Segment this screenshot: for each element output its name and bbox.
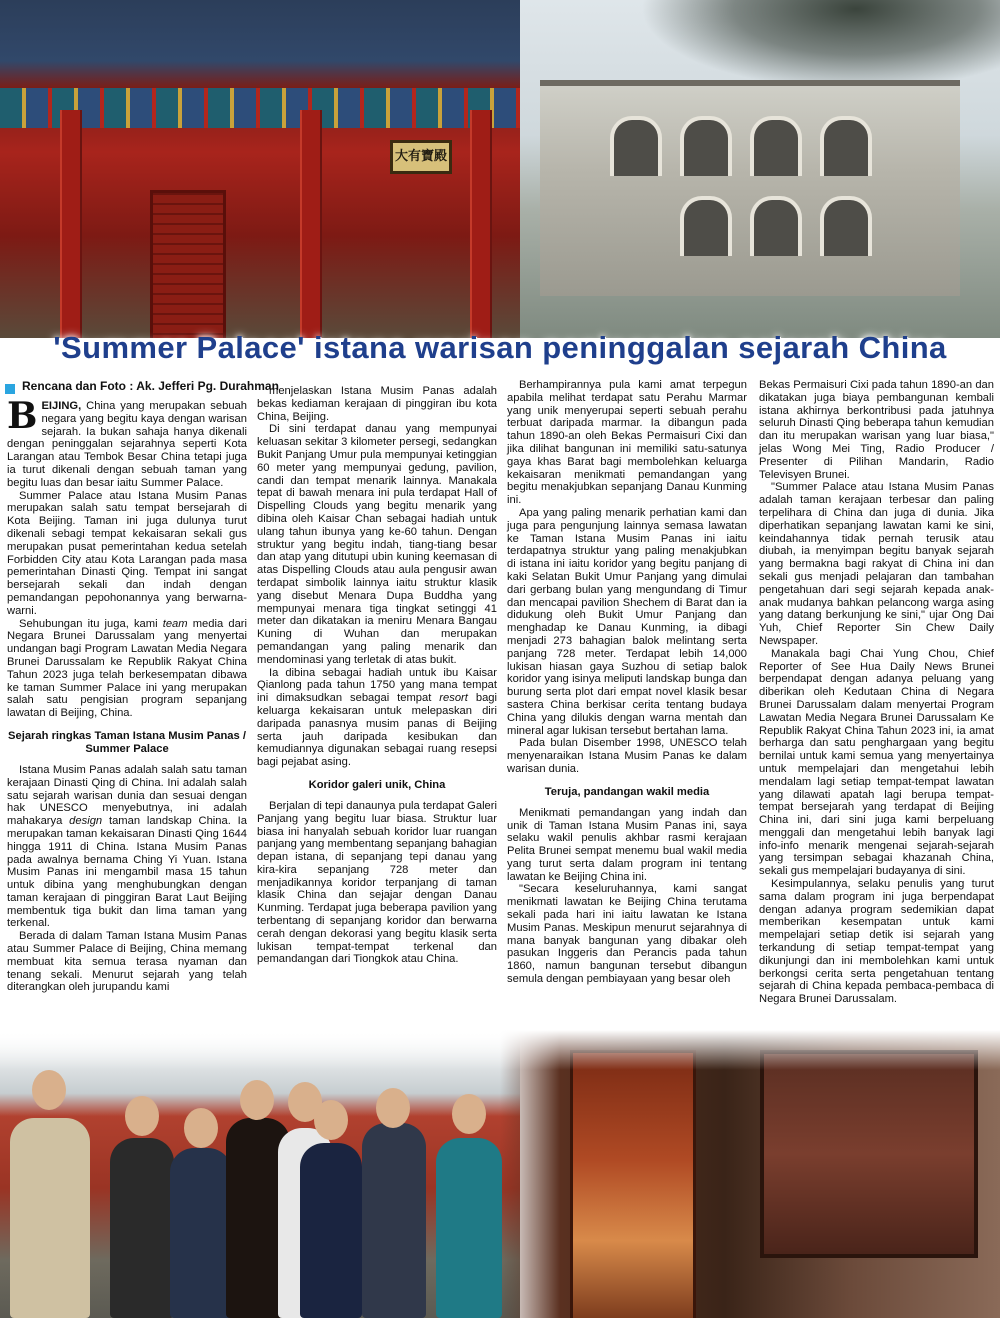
boat-arch xyxy=(820,116,872,176)
paragraph: Menikmati pemandangan yang indah dan unik di Taman Istana Musim Panas ini, saya selaku wakil penulis akhbar rasmi kerajaan Pelita Brunei sempat menemu bual wakil media yang turut serta dalam program ini tentang lawatan ke Beijing China ini. xyxy=(507,806,747,883)
italic-term: design xyxy=(69,815,103,828)
boat-arch xyxy=(610,116,662,176)
paragraph-text: Sehubungan itu juga, kami xyxy=(19,617,163,630)
red-column xyxy=(300,110,322,338)
person xyxy=(10,1118,90,1318)
palace-hall-photo xyxy=(0,0,560,338)
red-column xyxy=(60,110,82,338)
paragraph-text: bagi keluarga kekaisaran untuk melepaskan diri daripada panasnya musim panas di Beijing serta jauh daripada kesibukan dan kemudiannya digunakan sebagai ruang resepsi bagi pejabat asing. xyxy=(257,692,498,769)
drop-cap: B xyxy=(7,395,38,437)
paragraph-text: Istana Musim Panas adalah salah satu taman kerajaan Dinasti Qing di China. Ini adalah salah satu sejarah warisan dunia dan sesuai dengan hak UNESCO menyebutnya, ini adalah mahakarya xyxy=(7,763,247,828)
person xyxy=(170,1148,232,1318)
paragraph: "Summer Palace atau Istana Musim Panas adalah taman kerajaan terbesar dan paling terpelihara di China dan juga di dunia. Jika diperhatikan sepanjang lawatan kami ke sini, keindahannya tidak pernah terusik atau diubah, ia menyimpan begitu banyak sejarah yang bermakna bagi rakyat di China ini dan sekali gus menjadi pelajaran dan tambahan pengetahuan dari segi sejarah kepada anak-anak mudanya bahkan pelancong warga asing yang datang berkunjung ke sini," ujar Ong Dai Yuh, Chief Reporter Sin Chew Daily Newspaper. xyxy=(759,481,994,647)
person-head xyxy=(184,1108,218,1148)
top-photo-collage xyxy=(0,0,1000,338)
paragraph: Summer Palace atau Istana Musim Panas merupakan salah satu tempat bersejarah di Kota Beijing. Taman ini juga dulunya turut dikenali sebagi tempat kekaisaran sekali gus merupakan pusat pemerintahan kedua setelah Forbidden City atau Kota Larangan pada masa pemerintahan Dinasti Qing. Tempat ini sangat bersejarah sekali dan indah dengan pemandangan pepohonannya yang berwarna-warni. xyxy=(7,489,247,617)
photo-fade xyxy=(0,1030,1000,1070)
subheading: Teruja, pandangan wakil media xyxy=(544,785,710,798)
person xyxy=(362,1123,426,1318)
boat-arch xyxy=(820,196,872,256)
paragraph xyxy=(7,618,247,720)
paragraph: Berhampirannya pula kami amat terpegun apabila melihat terdapat satu Perahu Marmar yang unik menyerupai seperti sebuah perahu terbuat daripada marmar. Ia dibangun pada tahun 1890-an oleh Bekas Permaisuri Cixi dan jika dilihat bangunan ini memiliki satu-satunya gaya khas Barat bagi membolehkan keluarga kekaisaran menikmati pemandangan yang begitu menakjubkan sepanjang Danau Kunming ini. xyxy=(507,379,747,507)
article-column-1 xyxy=(7,395,247,994)
person xyxy=(436,1138,502,1318)
paragraph-text: taman landskap China. Ia merupakan taman kekaisaran Dinasti Qing 1644 hingga 1911 di China. Istana Musim Panas pada awalnya bernama Ching Yi Yuan. Istana Musim Panas ini mengambil masa 15 tahun untuk dibina yang menghubungkan dengan taman kerajaan di pinggiran Barat Laut Beijing membentuk tiga bukit dan lima taman yang terkenal. xyxy=(7,815,247,930)
person-head xyxy=(240,1080,274,1120)
canopy-bed xyxy=(760,1050,978,1258)
ornate-cabinet xyxy=(570,1050,696,1318)
paragraph: Berada di dalam Taman Istana Musim Panas atau Summer Palace di Beijing, China memang membuat kita semua terasa nyaman dan tenang sekali. Menurut sejarah yang telah diterangkan oleh jurupandu kami xyxy=(7,930,247,994)
article-column-2 xyxy=(257,385,497,966)
paragraph: Berjalan di tepi danaunya pula terdapat Galeri Panjang yang begitu luar biasa. Struktur luar biasa ini hanyalah sebuah koridor luar ruangan panjang yang membentang sepanjang bahagian depan istana, di sepanjang tepi danau yang kira-kira sepanjang 728 meter dan menjadikannya koridor terpanjang di taman klasik China dan sejajar dengan Danau Kunming. Terdapat juga beberapa pavilion yang terbentang di sepanjang koridor dan berwarna cerah dengan dekorasi yang begitu klasik serta lukisan tempat-tempat terkenal dan pemandangan dari Tiongkok atau China. xyxy=(257,799,497,966)
person xyxy=(110,1138,174,1318)
italic-term: team xyxy=(162,617,188,630)
paragraph: Manakala bagi Chai Yung Chou, Chief Reporter of See Hua Daily News Brunei berpendapat dengan adanya peluang yang diberikan oleh Kedutaan China di Negara Brunei Darussalam dalam menyertai Program Lawatan Media Negara Brunei Darussalam Ke Republik Rakyat China Tahun 2023 ini, ia amat berharga dan satu penghargaan yang begitu bernilai untuk kami semua yang menyertainya untuk mempelajari dan mengetahui lebih mendalam lagi setiap tempat-tempat lawatan yang dilawati apatah lagi berupa tempat-tempat bersejarah yang terdapat di Beijing China ini, dari sini juga kami berpeluang menggali dan mengetahui lebih banyak lagi info-info menarik mengenai sejarah-sejarah yang tersimpan sebagai khazanah China, sekali gus mempelajari budayanya di sini. xyxy=(759,647,994,878)
person xyxy=(300,1143,362,1318)
tree-branches xyxy=(640,0,1000,90)
person-head xyxy=(32,1070,66,1110)
byline: Rencana dan Foto : Ak. Jefferi Pg. Durahman xyxy=(22,379,279,393)
paragraph: Pada bulan Disember 1998, UNESCO telah menyenaraikan Istana Musim Panas ke dalam warisan dunia. xyxy=(507,737,747,775)
group-photo xyxy=(0,1030,520,1318)
subheading: Koridor galeri unik, China xyxy=(308,778,446,791)
italic-term: resort xyxy=(439,692,468,705)
paragraph xyxy=(7,764,247,930)
paragraph: Bekas Permaisuri Cixi pada tahun 1890-an dan dikatakan juga biaya pembangunan kembali istana akhirnya berkontribusi pada jatuhnya seluruh Dinasti Qing beberapa tahun kemudian dan itu merupakan warisan yang luar biasa," jelas Wong Mei Ting, Radio Producer / Presenter di Pilihan Mandarin, Radio Televisyen Brunei. xyxy=(759,379,994,481)
red-column xyxy=(470,110,492,338)
headline: 'Summer Palace' istana warisan peninggalan sejarah China xyxy=(53,330,947,365)
paragraph-text: media dari Negara Brunei Darussalam yang menyertai undangan bagi Program Lawatan Media Negara Brunei Darussalam ke Republik Rakyat China Tahun 2023 juga telah berkesempatan dibawa ke taman Summer Palace ini yang merupakan salah satu pengisian program sepanjang lawatan di Beijing, China. xyxy=(7,617,247,720)
paragraph: Apa yang paling menarik perhatian kami dan juga para pengunjung lainnya semasa lawatan ke Taman Istana Musim Panas ini iaitu terdapatnya struktur yang paling menakjubkan di istana ini iaitu koridor yang begitu panjang di kaki Selatan Bukit Umur Panjang yang dimulai dari gerbang bulan yang mengundang di Timur dan mencapai pavilion Shechem di Barat dan ia didukung oleh Bukit Umur Panjang dan menghadap ke Danau Kunming, ia dibagi menjadi 273 bahagian balok melintang serta panjang 728 meter. Terdapat lebih 14,000 lukisan hiasan gaya Suzhou di setiap balok koridor yang isinya meliputi landskap bunga dan burung serta plot dari empat novel klasik besar sastera China berkisar cerita tentang budaya China yang dilukis dengan warna mentah dan mineral agar lukisan tersebut bertahan lama. xyxy=(507,506,747,737)
marble-boat-photo xyxy=(540,80,960,296)
article-column-4 xyxy=(759,379,994,1006)
boat-arch xyxy=(750,196,802,256)
paragraph: menjelaskan Istana Musim Panas adalah bekas kediaman kerajaan di pinggiran ibu kota China, Beijing. xyxy=(257,385,497,423)
paragraph: Kesimpulannya, selaku penulis yang turut sama dalam program ini juga berpendapat dengan adanya program sedemikian dapat memberikan kesempatan untuk kami mempelajari setiap detik isi sejarah yang terkandung di setiap tempat-tempat yang dikunjungi dan ini membolehkan kami untuk berkongsi cerita serta pengetahuan tentang sejarah di China kepada pembaca-pembaca di Negara Brunei Darussalam. xyxy=(759,878,994,1006)
byline-marker xyxy=(5,384,15,394)
lattice-door xyxy=(150,190,226,338)
person-head xyxy=(452,1094,486,1134)
subheading: Sejarah ringkas Taman Istana Musim Panas / Summer Palace xyxy=(8,729,246,755)
paragraph xyxy=(7,395,247,490)
article-column-3 xyxy=(507,379,747,986)
paragraph: Di sini terdapat danau yang mempunyai keluasan sekitar 3 kilometer persegi, sedangkan Bukit Panjang Umur pula mempunyai ketinggian 60 meter yang mempunyai gedung, pavilion, candi dan tempat menarik lainnya. Manakala tepat di bawah menara ini pula terdapat Hall of Dispelling Clouds yang begitu menarik yang dibina oleh Kaisar Chan sebagai hadiah untuk ulang tahun ibunya yang ke-60 tahun. Dengan struktur yang begitu indah, tiang-tiang besar dan atap yang ditutupi ubin kuning keemasan di atas Dispelling Clouds atau aula pengusir awan terdapat simbolik lainnya iaitu struktur klasik yang disebut Menara Dupa Buddha yang mempunyai menara tiga tingkat setinggi 41 meter dan dikatakan ia meniru Menara Bangau Kuning di Wuhan dan merupakan pemandangan yang paling menarik dan mendominasi yang terletak di atas bukit. xyxy=(257,423,497,666)
paragraph-text: Ia dibina sebagai hadiah untuk ibu Kaisar Qianlong pada tahun 1750 yang mana tempat ini dimaksudkan sebagai tempat xyxy=(257,666,497,705)
person-head xyxy=(125,1096,159,1136)
person-head xyxy=(376,1088,410,1128)
paragraph: "Secara keseluruhannya, kami sangat menikmati lawatan ke Beijing China terutama sekali pada hari ini iaitu lawatan ke Istana Musim Panas. Meskipun menurut sejarahnya di mana banyak bangunan yang dibakar oleh pasukan Inggeris dan Perancis pada tahun 1860, namun bangunan tersebut dibangun semula dengan pembiayaan yang besar oleh xyxy=(507,883,747,986)
boat-arch xyxy=(750,116,802,176)
hall-plaque: 大有寶殿 xyxy=(390,140,452,174)
dateline: EIJING, xyxy=(41,400,82,412)
paragraph-text: China yang merupakan sebuah negara yang begitu kaya dengan warisan sejarah. Ia bukan sahaja hanya dikenali dengan peninggalan sejarahnya seperti Kota Larangan atau Tembok Besar China tetapi juga ia turut dikenali dengan sebuah taman yang begitu luas dan besar iaitu Summer Palace. xyxy=(7,400,247,489)
boat-arch xyxy=(680,196,732,256)
person-head xyxy=(314,1100,348,1140)
paragraph xyxy=(257,667,497,769)
bottom-photo-collage xyxy=(0,1030,1000,1318)
boat-arch xyxy=(680,116,732,176)
